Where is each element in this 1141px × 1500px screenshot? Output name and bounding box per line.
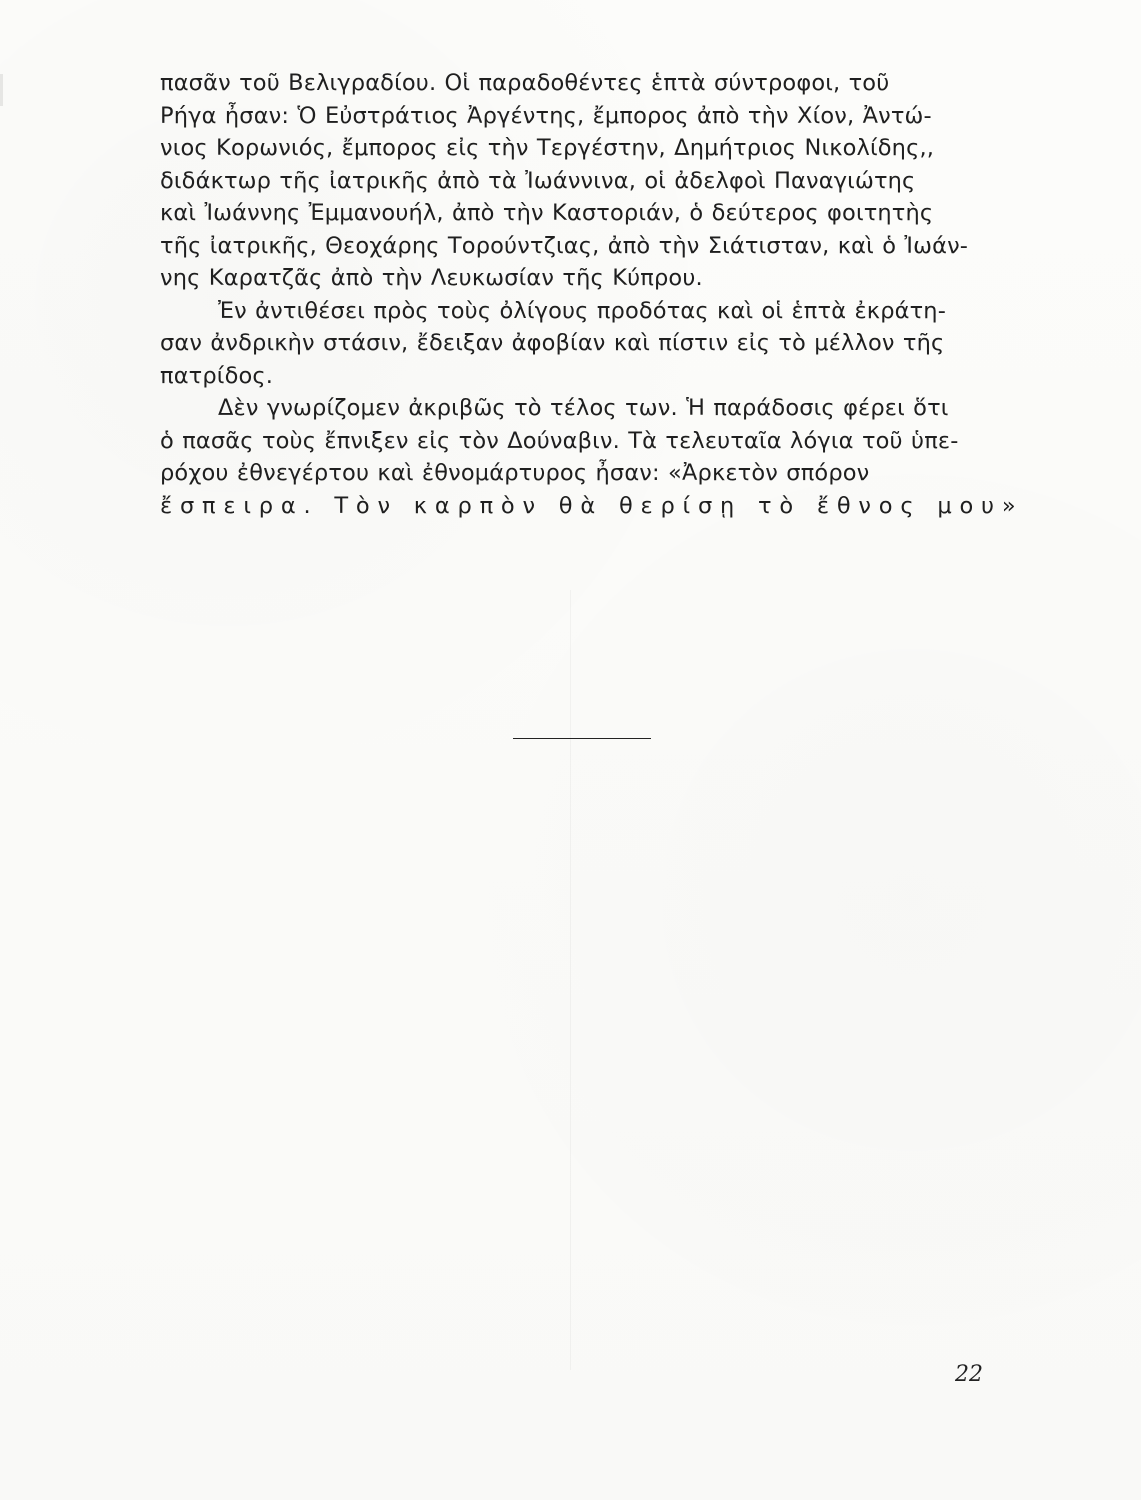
section-divider: [513, 738, 651, 739]
paragraph-3-line-3: ρόχου ἐθνεγέρτου καὶ ἐθνομάρτυρος ἦσαν: «Ἀρκετὸν σπόρον: [160, 460, 870, 486]
paragraph-2-line-2: σαν ἀνδρικὴν στάσιν, ἔδειξαν ἀφοβίαν καὶ πίστιν εἰς τὸ μέλλον τῆς: [160, 330, 945, 356]
paragraph-2-line-3: πατρίδος.: [160, 362, 274, 389]
paragraph-2-line-1: Ἐν ἀντιθέσει πρὸς τοὺς ὀλίγους προδότας καὶ οἱ ἑπτὰ ἐκράτη-: [218, 297, 946, 324]
scan-edge-mark: [0, 74, 3, 106]
paragraph-3-line-4: ἔσπειρα. Τὸν καρπὸν θὰ θερίσῃ τὸ ἔθνος μου»: [160, 492, 1024, 519]
show-through-left-column: [130, 590, 571, 1370]
paragraph-3-line-2: ὁ πασᾶς τοὺς ἔπνιξεν εἰς τὸν Δούναβιν. Τὰ τελευταῖα λόγια τοῦ ὑπε-: [160, 427, 959, 454]
paragraph-1-line-5: καὶ Ἰωάννης Ἐμμανουήλ, ἀπὸ τὴν Καστοριάν, ὁ δεύτερος φοιτητὴς: [160, 200, 934, 226]
paragraph-1-line-6: τῆς ἰατρικῆς, Θεοχάρης Τορούντζιας, ἀπὸ τὴν Σιάτισταν, καὶ ὁ Ἰωάν-: [160, 232, 969, 259]
paragraph-1-line-4: διδάκτωρ τῆς ἰατρικῆς ἀπὸ τὰ Ἰωάννινα, οἱ ἀδελφοὶ Παναγιώτης: [160, 167, 916, 194]
paragraph-1-line-3: νιος Κορωνιός, ἔμπορος εἰς τὴν Τεργέστην, Δημήτριος Νικολίδης,,: [160, 135, 935, 161]
main-text-block: [160, 67, 1024, 522]
paragraph-1-line-1: πασᾶν τοῦ Βελιγραδίου. Οἱ παραδοθέντες ἑπτὰ σύντροφοι, τοῦ: [160, 70, 890, 96]
paragraph-1-line-7: νης Καρατζᾶς ἀπὸ τὴν Λευκωσίαν τῆς Κύπρου.: [160, 265, 703, 291]
show-through-right-column: [585, 570, 1015, 1370]
paragraph-1-line-2: Ρήγα ἦσαν: Ὁ Εὐστράτιος Ἀργέντης, ἔμπορος ἀπὸ τὴν Χίον, Ἀντώ-: [160, 102, 932, 129]
paragraph-3-line-1: Δὲν γνωρίζομεν ἀκριβῶς τὸ τέλος των. Ἡ παράδοσις φέρει ὅτι: [218, 395, 949, 421]
page-number: 22: [955, 1362, 983, 1387]
